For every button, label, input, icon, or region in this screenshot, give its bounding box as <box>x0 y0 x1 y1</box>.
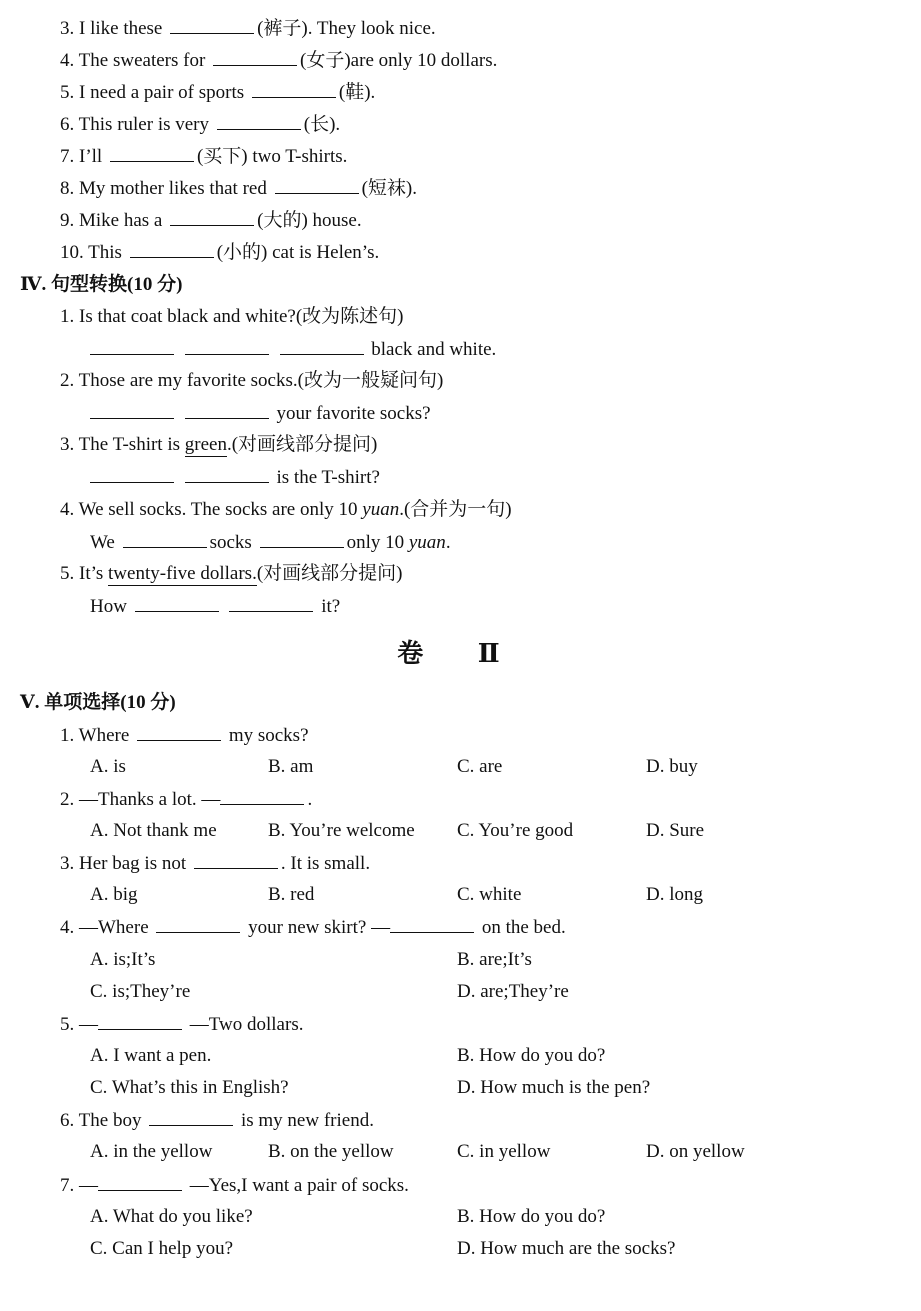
italic-text: yuan <box>362 499 400 520</box>
question-line <box>60 851 370 875</box>
answer-text: it? <box>321 596 341 617</box>
question-text: —Where <box>79 917 149 938</box>
answer-blank[interactable] <box>220 787 304 805</box>
question-number: 3. <box>60 853 75 874</box>
question-text: (短袜). <box>361 178 418 199</box>
question-line <box>60 1173 409 1197</box>
question-number: 1. <box>60 306 75 327</box>
answer-text: only 10 <box>346 532 409 553</box>
question-text: Where <box>78 725 130 746</box>
option-c[interactable]: C. in yellow <box>457 1141 551 1162</box>
answer-blank[interactable] <box>280 337 364 355</box>
question-line <box>60 915 566 939</box>
question-text: — <box>79 1175 98 1196</box>
question-number: 6. <box>60 1110 75 1131</box>
question-line <box>60 112 340 136</box>
answer-blank[interactable] <box>252 80 336 98</box>
question-line <box>60 1012 303 1036</box>
answer-blank[interactable] <box>213 48 297 66</box>
option-c[interactable]: C. Can I help you? <box>90 1238 234 1259</box>
answer-blank[interactable] <box>229 594 313 612</box>
option-b[interactable]: B. are;It’s <box>457 949 532 970</box>
answer-text: We <box>90 532 115 553</box>
question-number: 8. <box>60 178 75 199</box>
question-text: — <box>79 1014 98 1035</box>
question-text: (女子)are only 10 dollars. <box>300 50 498 71</box>
answer-line <box>90 337 496 361</box>
question-line <box>60 723 309 747</box>
answer-blank[interactable] <box>90 337 174 355</box>
question-text: This ruler is very <box>78 114 209 135</box>
question-number: 5. <box>60 1014 75 1035</box>
answer-blank[interactable] <box>185 337 269 355</box>
option-b[interactable]: B. am <box>268 756 314 777</box>
question-number: 4. <box>60 50 75 71</box>
answer-blank[interactable] <box>194 851 278 869</box>
question-line <box>60 240 379 264</box>
question-number: 4. <box>60 499 75 520</box>
option-c[interactable]: C. are <box>457 756 503 777</box>
question-number: 3. <box>60 18 75 39</box>
option-d[interactable]: D. Sure <box>646 820 705 841</box>
option-a[interactable]: A. big <box>90 884 138 905</box>
answer-blank[interactable] <box>170 208 254 226</box>
answer-blank[interactable] <box>185 465 269 483</box>
answer-blank[interactable] <box>110 144 194 162</box>
answer-blank[interactable] <box>149 1108 233 1126</box>
option-b[interactable]: B. red <box>268 884 315 905</box>
question-number: 7. <box>60 1175 75 1196</box>
option-a[interactable]: A. is;It’s <box>90 949 156 970</box>
answer-text: your favorite socks? <box>276 403 431 424</box>
question-line <box>60 305 404 329</box>
option-d[interactable]: D. How much is the pen? <box>457 1077 651 1098</box>
question-text: It’s <box>79 563 109 584</box>
question-number: 6. <box>60 114 75 135</box>
question-number: 2. <box>60 370 75 391</box>
question-number: 10. <box>60 242 84 263</box>
option-b[interactable]: B. on the yellow <box>268 1141 394 1162</box>
question-text: (鞋). <box>338 82 376 103</box>
question-text: on the bed. <box>481 917 566 938</box>
question-number: 3. <box>60 434 75 455</box>
option-a[interactable]: A. in the yellow <box>90 1141 213 1162</box>
question-line <box>60 562 402 586</box>
answer-text: is the T-shirt? <box>276 467 380 488</box>
question-number: 2. <box>60 789 75 810</box>
part-title: 卷 Ⅱ <box>397 639 524 668</box>
question-line <box>60 787 312 811</box>
answer-blank[interactable] <box>156 915 240 933</box>
answer-line <box>90 465 380 489</box>
question-text: (买下) two T-shirts. <box>196 146 348 167</box>
answer-blank[interactable] <box>130 240 214 258</box>
question-line <box>60 144 347 168</box>
question-text: My mother likes that red <box>79 178 267 199</box>
answer-blank[interactable] <box>390 915 474 933</box>
answer-blank[interactable] <box>185 401 269 419</box>
option-b[interactable]: B. How do you do? <box>457 1045 606 1066</box>
option-c[interactable]: C. white <box>457 884 522 905</box>
question-number: 5. <box>60 82 75 103</box>
option-b[interactable]: B. How do you do? <box>457 1206 606 1227</box>
option-a[interactable]: A. What do you like? <box>90 1206 253 1227</box>
question-text: .(合并为一句) <box>399 499 512 520</box>
question-text: (大的) house. <box>257 210 362 231</box>
question-text: The boy <box>78 1110 142 1131</box>
question-line <box>60 1108 374 1132</box>
answer-blank[interactable] <box>98 1173 182 1191</box>
question-number: 7. <box>60 146 75 167</box>
answer-text: . <box>445 532 451 553</box>
question-text: my socks? <box>228 725 309 746</box>
question-text: I’ll <box>79 146 103 167</box>
option-d[interactable]: D. buy <box>646 756 698 777</box>
option-c[interactable]: C. is;They’re <box>90 981 191 1002</box>
question-line <box>60 208 362 232</box>
answer-blank[interactable] <box>98 1012 182 1030</box>
answer-blank[interactable] <box>90 401 174 419</box>
question-text: (长). <box>303 114 341 135</box>
question-text: .(对画线部分提问) <box>226 434 378 455</box>
section-heading: Ⅴ. 单项选择(10 分) <box>20 692 176 713</box>
answer-text: socks <box>209 532 252 553</box>
question-text: The sweaters for <box>78 50 206 71</box>
question-text: (裤子). They look nice. <box>257 18 436 39</box>
question-line <box>60 80 375 104</box>
question-line <box>60 16 436 40</box>
question-number: 1. <box>60 725 75 746</box>
answer-line <box>90 594 340 618</box>
question-line <box>60 48 497 72</box>
question-text: (对画线部分提问) <box>256 563 403 584</box>
option-a[interactable]: A. I want a pen. <box>90 1045 212 1066</box>
answer-line <box>90 530 451 554</box>
answer-blank[interactable] <box>123 530 207 548</box>
question-text: I like these <box>79 18 163 39</box>
question-line <box>60 433 377 457</box>
section-heading: Ⅳ. 句型转换(10 分) <box>20 274 183 295</box>
answer-blank[interactable] <box>275 176 359 194</box>
underlined-text: green <box>184 434 227 455</box>
answer-blank[interactable] <box>217 112 301 130</box>
question-text: We sell socks. The socks are only 10 <box>78 499 363 520</box>
option-d[interactable]: D. on yellow <box>646 1141 745 1162</box>
question-line <box>60 369 443 393</box>
question-line <box>60 176 417 200</box>
question-text: —Yes,I want a pair of socks. <box>189 1175 409 1196</box>
question-text: Is that coat black and white?(改为陈述句) <box>79 306 404 327</box>
option-a[interactable]: A. is <box>90 756 126 777</box>
question-text: Her bag is not <box>79 853 187 874</box>
answer-blank[interactable] <box>135 594 219 612</box>
option-a[interactable]: A. Not thank me <box>90 820 217 841</box>
question-text: —Two dollars. <box>189 1014 304 1035</box>
answer-blank[interactable] <box>170 16 254 34</box>
question-number: 5. <box>60 563 75 584</box>
question-text: —Thanks a lot. — <box>79 789 221 810</box>
question-text: Those are my favorite socks.(改为一般疑问句) <box>78 370 444 391</box>
answer-blank[interactable] <box>90 465 174 483</box>
question-text: This <box>88 242 122 263</box>
answer-line <box>90 401 431 425</box>
answer-text: black and white. <box>371 339 497 360</box>
option-d[interactable]: D. long <box>646 884 703 905</box>
answer-blank[interactable] <box>260 530 344 548</box>
option-b[interactable]: B. You’re welcome <box>268 820 415 841</box>
answer-text: How <box>90 596 127 617</box>
question-text: . <box>307 789 313 810</box>
question-text: Mike has a <box>79 210 163 231</box>
question-number: 9. <box>60 210 75 231</box>
question-number: 4. <box>60 917 75 938</box>
option-d[interactable]: D. are;They’re <box>457 981 569 1002</box>
question-text: is my new friend. <box>240 1110 374 1131</box>
underlined-text: twenty-five dollars. <box>108 563 257 584</box>
question-text: The T-shirt is <box>78 434 185 455</box>
option-d[interactable]: D. How much are the socks? <box>457 1238 676 1259</box>
question-text: your new skirt? — <box>248 917 391 938</box>
question-text: I need a pair of sports <box>79 82 245 103</box>
question-line <box>60 498 512 522</box>
question-text: . It is small. <box>280 853 371 874</box>
answer-blank[interactable] <box>137 723 221 741</box>
option-c[interactable]: C. What’s this in English? <box>90 1077 289 1098</box>
option-c[interactable]: C. You’re good <box>457 820 574 841</box>
italic-text: yuan <box>408 532 446 553</box>
question-text: (小的) cat is Helen’s. <box>216 242 380 263</box>
